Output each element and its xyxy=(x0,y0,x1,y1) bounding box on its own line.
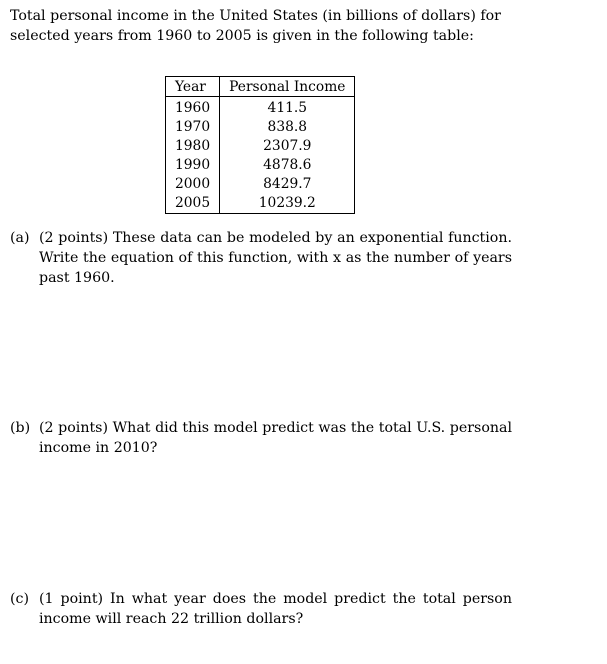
question-a xyxy=(10,228,512,288)
table-row xyxy=(166,174,355,193)
question-b-label: (b) xyxy=(10,420,31,436)
question-a-label: (a) xyxy=(10,230,30,246)
year-cell: 1960 xyxy=(166,97,220,118)
income-table xyxy=(165,76,355,214)
table-row xyxy=(166,136,355,155)
table-header-row xyxy=(166,77,355,97)
income-cell: 838.8 xyxy=(220,117,355,136)
header-year: Year xyxy=(166,77,220,97)
year-cell: 1980 xyxy=(166,136,220,155)
question-c-label: (c) xyxy=(10,591,30,607)
year-cell: 1970 xyxy=(166,117,220,136)
table-row xyxy=(166,97,355,118)
question-b-text: (2 points) What did this model predict was the total U.S. personal income in 2010? xyxy=(39,420,512,456)
income-cell: 2307.9 xyxy=(220,136,355,155)
question-b xyxy=(10,418,512,458)
question-a-text: (2 points) These data can be modeled by an exponential function. Write the equation of this function, with x as the number of years past 1960. xyxy=(39,230,512,286)
year-cell: 2005 xyxy=(166,193,220,214)
intro-paragraph: Total personal income in the United States (in billions of dollars) for selected years from 1960 to 2005 is given in the following table: xyxy=(10,8,501,44)
year-cell: 2000 xyxy=(166,174,220,193)
question-c-text: (1 point) In what year does the model predict the total person income will reach 22 trillion dollars? xyxy=(39,591,512,627)
table-row xyxy=(166,155,355,174)
year-cell: 1990 xyxy=(166,155,220,174)
income-cell: 4878.6 xyxy=(220,155,355,174)
income-cell: 10239.2 xyxy=(220,193,355,214)
income-cell: 411.5 xyxy=(220,97,355,118)
table-row xyxy=(166,117,355,136)
question-c xyxy=(10,589,512,629)
income-cell: 8429.7 xyxy=(220,174,355,193)
table-row xyxy=(166,193,355,214)
header-personal-income: Personal Income xyxy=(220,77,355,97)
